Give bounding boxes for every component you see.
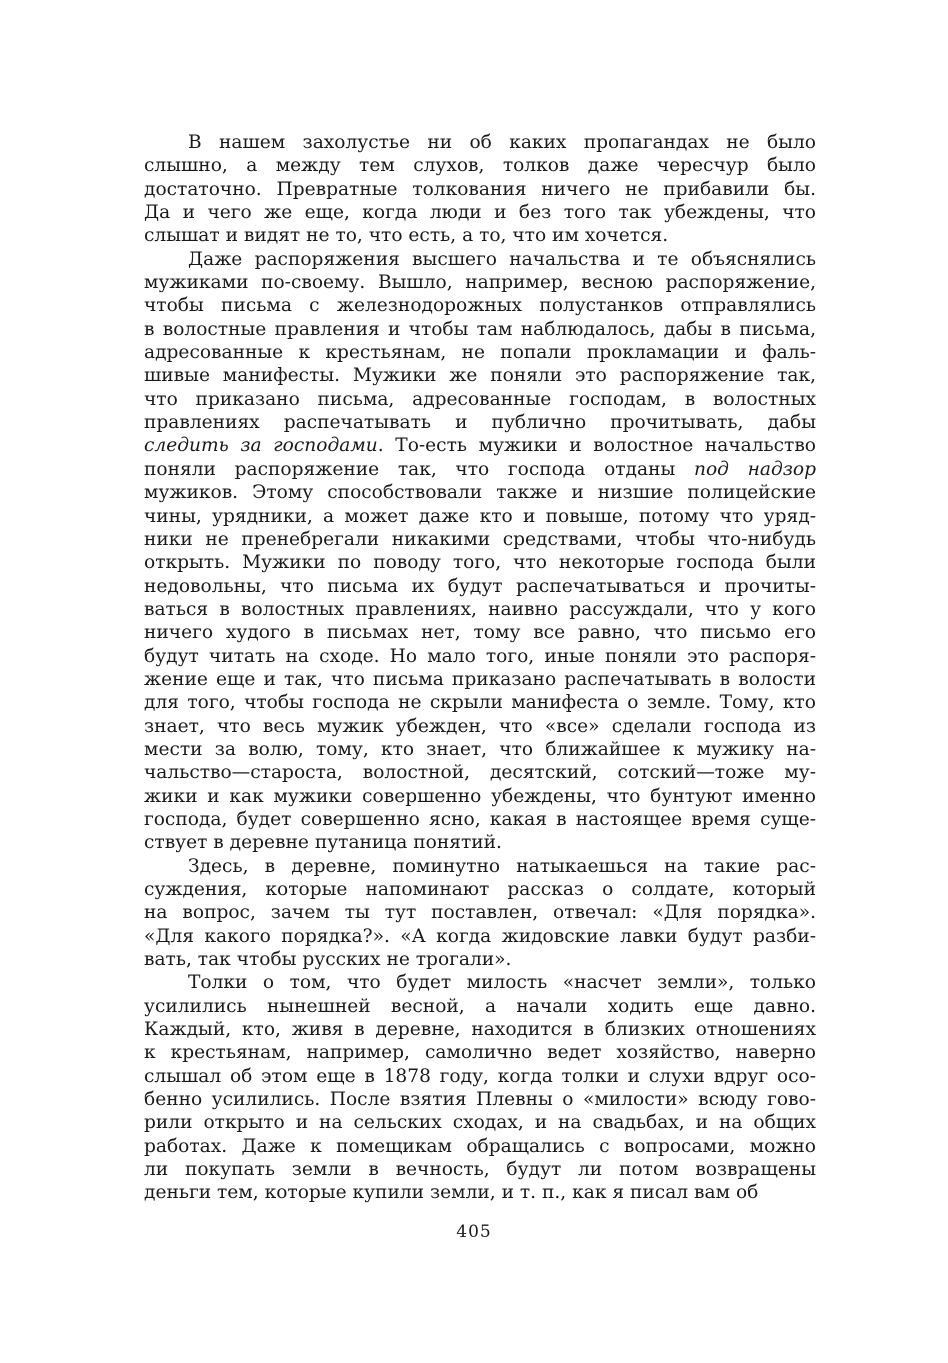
text-line: Каждый, кто, живя в деревне, находится в близких отношениях [144,1019,816,1041]
text-line: будут читать на сходе. Но мало того, иные поняли это распоря- [144,645,816,667]
text-line: мужиков. Этому способствовали также и низшие полицейские [144,482,816,504]
text-line: адресованные к крестьянам, не попали прокламации и фаль- [144,342,816,364]
text-line: мести за волю, тому, кто знает, что ближайшее к мужику на- [144,738,816,760]
text-line: жики и как мужики совершенно убеждены, что бунтуют именно [144,785,816,807]
text-line: В нашем захолустье ни об каких пропагандах не было [188,132,816,153]
text-line: слышат и видят не то, что есть, а то, что им хочется. [144,225,669,247]
text-line: чтобы письма с железнодорожных полустанков отправлялись [144,295,816,317]
text-line: правлениях распечатывать и публично прочитывать, дабы [144,412,816,434]
paragraph [144,131,816,248]
text-line: ствует в деревне путаница понятий. [144,832,502,854]
paragraph [144,855,816,972]
text-line: деньги тем, которые купили земли, и т. п., как я писал вам об [144,1182,759,1204]
text-line: чальство—староста, волостной, десятский, сотский—тоже му- [144,762,816,784]
text-line: Даже распоряжения высшего начальства и те объяснялись [188,248,816,270]
text-line: для того, чтобы господа не скрыли манифеста о земле. Тому, кто [144,692,816,714]
text-line: достаточно. Превратные толкования ничего не прибавили бы. [144,178,816,200]
text-line: рили открыто и на сельских сходах, и на свадьбах, и на общих [144,1112,816,1134]
text-line: жение еще и так, что письма приказано распечатывать в волости [144,668,816,690]
text-line: чины, урядники, а может даже кто и повыше, потому что уряд- [144,505,816,527]
text-segment: поняли распоряжение так, что господа отданы [144,458,694,480]
text-line: знает, что весь мужик убежден, что «все» сделали господа из [144,715,816,737]
text-line: ничего худого в письмах нет, тому все равно, что письмо его [144,622,816,644]
paragraph [144,248,816,855]
body-text [144,131,816,1205]
text-line: Да и чего же еще, когда люди и без того так убеждены, что [144,202,816,224]
text-line: недовольны, что письма их будут распечатываться и прочиты- [144,575,816,597]
text-line: бенно усилились. После взятия Плевны о «милости» всюду гово- [144,1089,816,1111]
text-line: ли покупать земли в вечность, будут ли потом возвращены [144,1159,816,1181]
text-line: ваться в волостных правлениях, наивно рассуждали, что у кого [144,598,816,620]
text-line: открыть. Мужики по поводу того, что некоторые господа были [144,552,816,574]
text-line: «Для какого порядка?». «А когда жидовские лавки будут разби- [144,925,816,947]
text-line: усилились нынешней весной, а начали ходить еще давно. [144,995,816,1017]
text-line: на вопрос, зачем ты тут поставлен, отвечал: «Для порядка». [144,902,816,924]
text-line: слышал об этом еще в 1878 году, когда толки и слухи вдруг осо- [144,1065,816,1087]
text-line: суждения, которые напоминают рассказ о солдате, который [144,879,816,900]
text-line: в волостные правления и чтобы там наблюдалось, дабы в письма, [144,318,816,340]
text-line: работах. Даже к помещикам обращались с вопросами, можно [144,1135,816,1157]
text-line: господа, будет совершенно ясно, какая в настоящее время суще- [144,808,816,830]
italic-emphasis: под надзор [693,458,816,480]
text-line: Толки о том, что будет милость «насчет земли», только [188,972,816,994]
italic-emphasis: следить за господами [144,435,378,457]
text-line [144,458,816,481]
page-number: 405 [456,1222,492,1242]
text-line: мужиками по-своему. Вышло, например, весною распоряжение, [144,272,816,294]
text-line: ники не пренебрегали никакими средствами, чтобы что-нибудь [144,528,816,550]
text-line: вать, так чтобы русских не трогали». [144,949,512,971]
text-line: к крестьянам, например, самолично ведет хозяйство, наверно [144,1042,816,1064]
text-line: слышно, а между тем слухов, толков даже чересчур было [144,155,816,177]
text-line [144,434,816,457]
text-line: Здесь, в деревне, поминутно натыкаешься на такие рас- [188,855,816,877]
paragraph [144,971,816,1204]
text-segment: . То-есть мужики и волостное начальство [377,435,816,457]
text-line: шивые манифесты. Мужики же поняли это распоряжение так, [144,365,816,387]
text-line: что приказано письма, адресованные господам, в волостных [144,388,816,410]
